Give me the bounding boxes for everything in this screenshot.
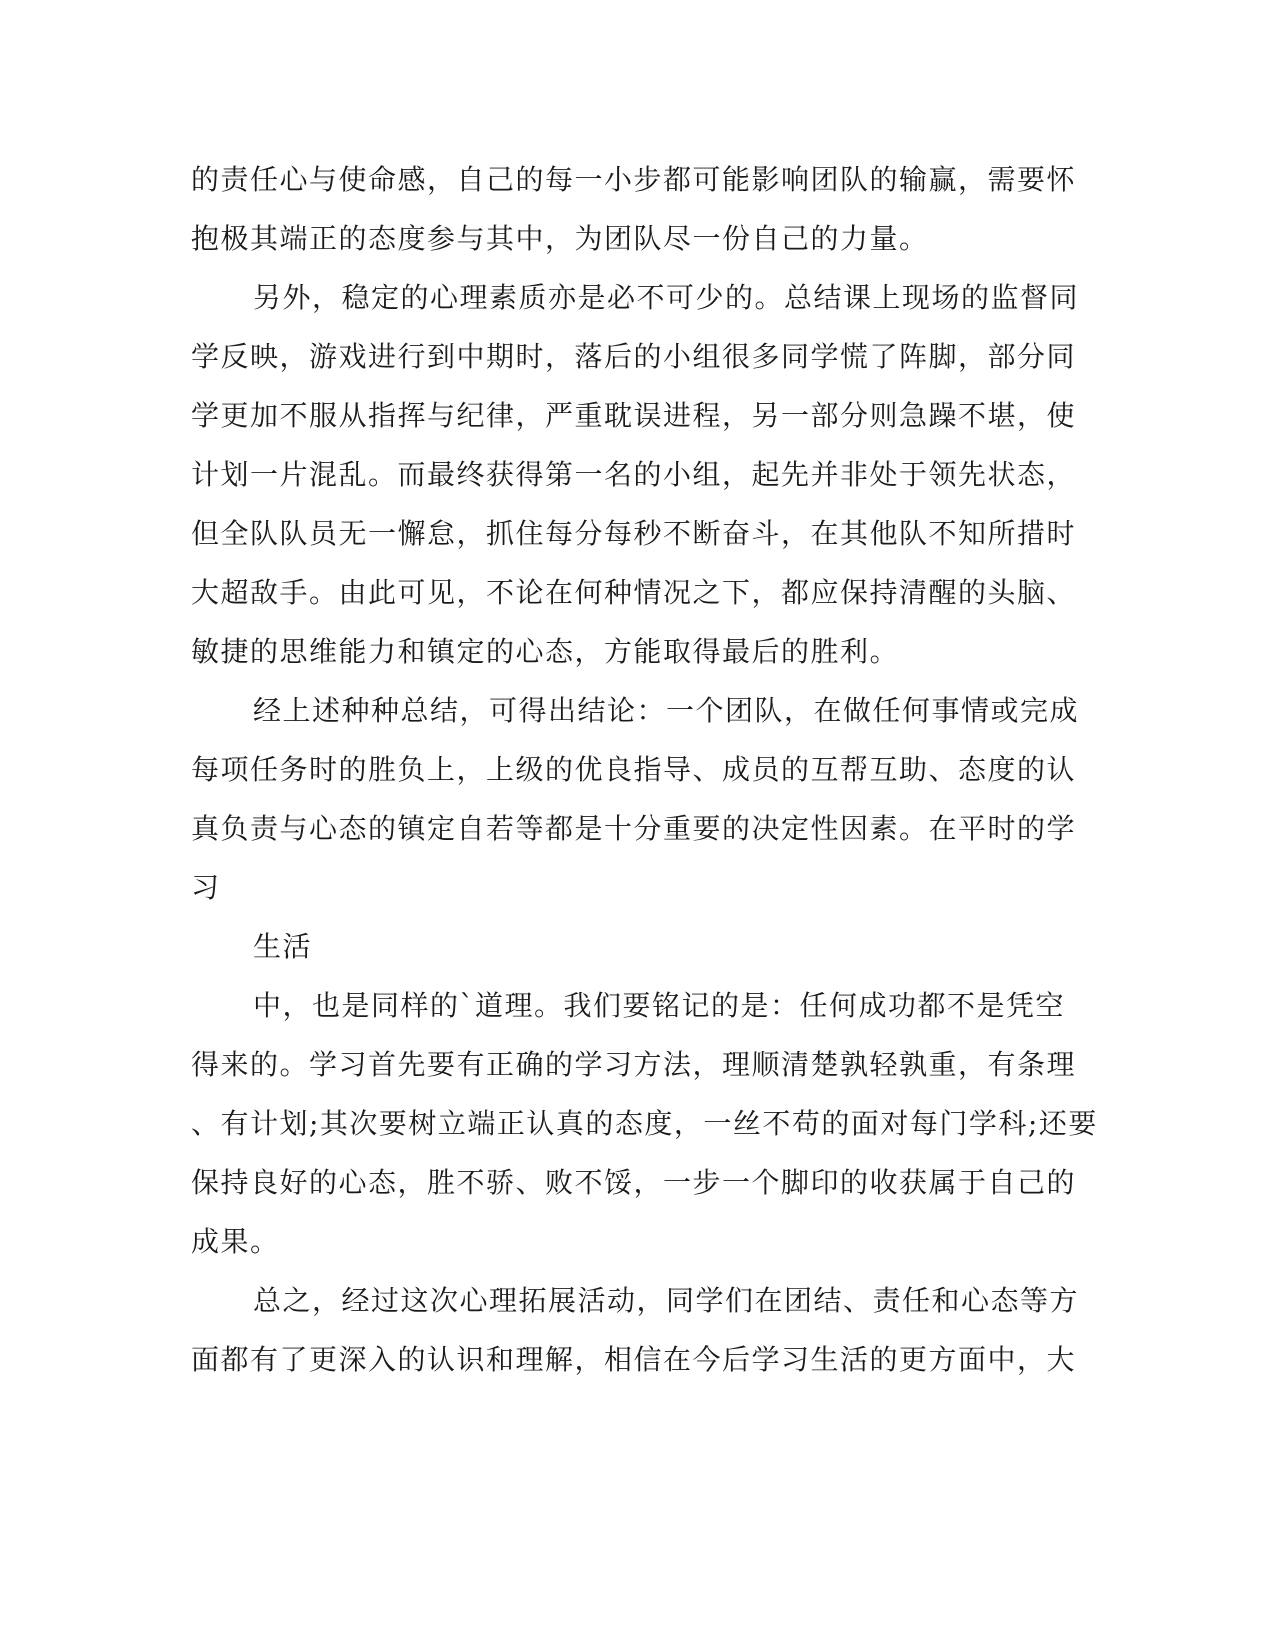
text-line-indented: 经上述种种总结，可得出结论：一个团队，在做任何事情或完成 [253, 694, 1080, 727]
text-line: 大超敌手。由此可见，不论在何种情况之下，都应保持清醒的头脑、 [191, 576, 1077, 609]
text-line: 计划一片混乱。而最终获得第一名的小组，起先并非处于领先状态， [191, 458, 1077, 491]
text-line: 每项任务时的胜负上，上级的优良指导、成员的互帮互助、态度的认 [191, 753, 1077, 786]
text-line: 敏捷的思维能力和镇定的心态，方能取得最后的胜利。 [191, 635, 900, 668]
text-line: 学更加不服从指挥与纪律，严重耽误进程，另一部分则急躁不堪，使 [191, 399, 1077, 432]
text-line-indented: 总之，经过这次心理拓展活动，同学们在团结、责任和心态等方 [253, 1284, 1080, 1317]
text-line: 学反映，游戏进行到中期时，落后的小组很多同学慌了阵脚，部分同 [191, 340, 1077, 373]
text-line: 习 [191, 871, 221, 904]
text-line: 的责任心与使命感，自己的每一小步都可能影响团队的输赢，需要怀 [191, 163, 1077, 196]
text-line: 但全队队员无一懈怠，抓住每分每秒不断奋斗，在其他队不知所措时 [191, 517, 1077, 550]
text-line-indented: 中，也是同样的`道理。我们要铭记的是：任何成功都不是凭空 [253, 989, 1066, 1022]
text-line: 面都有了更深入的认识和理解，相信在今后学习生活的更方面中，大 [191, 1343, 1077, 1376]
text-line: 得来的。学习首先要有正确的学习方法，理顺清楚孰轻孰重，有条理 [191, 1048, 1077, 1081]
text-line-indented: 生活 [253, 930, 313, 963]
text-line-indented: 另外，稳定的心理素质亦是必不可少的。总结课上现场的监督同 [253, 281, 1080, 314]
text-line: 真负责与心态的镇定自若等都是十分重要的决定性因素。在平时的学 [191, 812, 1077, 845]
text-line: 、有计划;其次要树立端正认真的态度，一丝不苟的面对每门学科;还要 [191, 1107, 1098, 1140]
text-line: 成果。 [191, 1225, 280, 1258]
text-line: 抱极其端正的态度参与其中，为团队尽一份自己的力量。 [191, 222, 929, 255]
text-line: 保持良好的心态，胜不骄、败不馁，一步一个脚印的收获属于自己的 [191, 1166, 1077, 1199]
